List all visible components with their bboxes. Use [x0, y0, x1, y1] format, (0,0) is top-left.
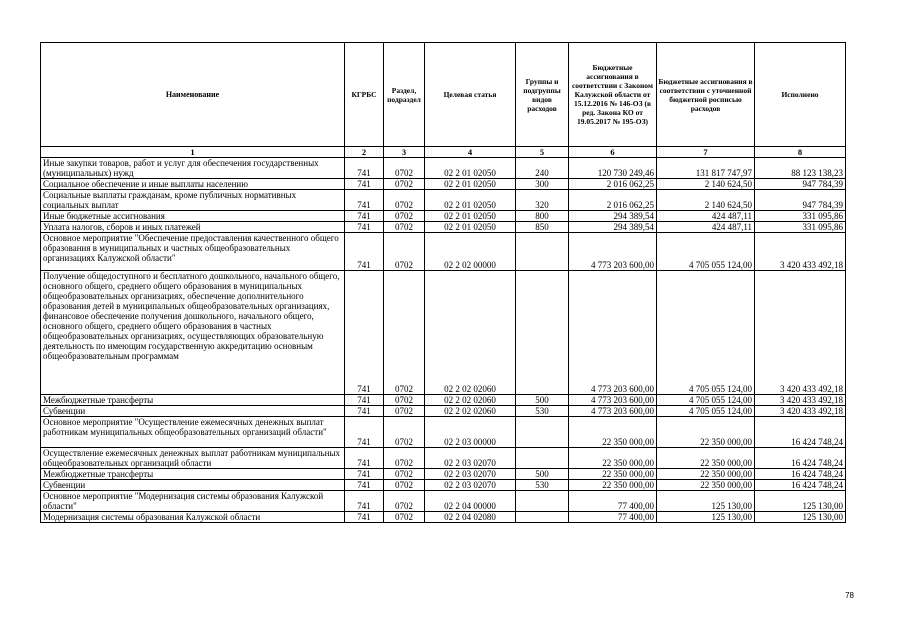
cell-refined-amount: 2 140 624,50	[657, 179, 755, 190]
cell-name: Межбюджетные трансферты	[41, 395, 345, 406]
cell-name: Получение общедоступного и бесплатного дошкольного, начального общего, основного общего, среднего общего образования в муниципальных общеобразовательных организациях, обеспечение дополнительного образования детей в муниципальных общеобразовательных организациях, финансовое обеспечение получения дошкольного, начального общего, основного общего, среднего общего образования в частных общеобразовательных организациях, осуществляющих образовательную деятельность по имеющим государственную аккредитацию основным общеобразовательным программам	[41, 271, 345, 395]
cell-name: Уплата налогов, сборов и иных платежей	[41, 222, 345, 233]
cell-law-amount: 4 773 203 600,00	[569, 406, 657, 417]
cell-group	[516, 448, 569, 469]
col-number: 5	[516, 147, 569, 158]
cell-target: 02 2 04 00000	[425, 491, 516, 512]
cell-target: 02 2 03 02070	[425, 480, 516, 491]
cell-section: 0702	[384, 480, 425, 491]
cell-law-amount: 4 773 203 600,00	[569, 233, 657, 271]
cell-kgrbs: 741	[345, 417, 384, 448]
cell-group: 530	[516, 406, 569, 417]
cell-refined-amount: 424 487,11	[657, 211, 755, 222]
cell-section: 0702	[384, 512, 425, 523]
table-row	[41, 406, 846, 417]
table-row	[41, 271, 846, 395]
cell-target: 02 2 01 02050	[425, 190, 516, 211]
cell-kgrbs: 741	[345, 395, 384, 406]
cell-target: 02 2 04 02080	[425, 512, 516, 523]
table-row	[41, 179, 846, 190]
cell-executed-amount: 3 420 433 492,18	[755, 233, 846, 271]
page-number: 78	[845, 591, 854, 600]
cell-executed-amount: 125 130,00	[755, 512, 846, 523]
cell-group: 850	[516, 222, 569, 233]
cell-executed-amount: 125 130,00	[755, 491, 846, 512]
cell-section: 0702	[384, 271, 425, 395]
cell-name: Основное мероприятие "Обеспечение предоставления качественного общего образования в муниципальных и частных общеобразовательных организациях Калужской области"	[41, 233, 345, 271]
cell-group: 500	[516, 469, 569, 480]
table-row	[41, 512, 846, 523]
cell-group	[516, 233, 569, 271]
cell-executed-amount: 947 784,39	[755, 190, 846, 211]
cell-name: Социальные выплаты гражданам, кроме публичных нормативных социальных выплат	[41, 190, 345, 211]
cell-kgrbs: 741	[345, 491, 384, 512]
table-row	[41, 448, 846, 469]
cell-section: 0702	[384, 469, 425, 480]
cell-law-amount: 2 016 062,25	[569, 190, 657, 211]
cell-executed-amount: 947 784,39	[755, 179, 846, 190]
cell-group	[516, 417, 569, 448]
cell-group: 800	[516, 211, 569, 222]
cell-section: 0702	[384, 222, 425, 233]
cell-law-amount: 4 773 203 600,00	[569, 395, 657, 406]
table-row	[41, 480, 846, 491]
cell-section: 0702	[384, 190, 425, 211]
cell-name: Иные закупки товаров, работ и услуг для обеспечения государственных (муниципальных) нужд	[41, 158, 345, 179]
col-number: 4	[425, 147, 516, 158]
cell-section: 0702	[384, 233, 425, 271]
cell-group: 300	[516, 179, 569, 190]
cell-law-amount: 77 400,00	[569, 512, 657, 523]
cell-target: 02 2 01 02050	[425, 179, 516, 190]
cell-name: Социальное обеспечение и иные выплаты населению	[41, 179, 345, 190]
cell-refined-amount: 125 130,00	[657, 512, 755, 523]
table-row	[41, 491, 846, 512]
cell-executed-amount: 3 420 433 492,18	[755, 271, 846, 395]
cell-target: 02 2 01 02050	[425, 211, 516, 222]
cell-group: 240	[516, 158, 569, 179]
col-number: 7	[657, 147, 755, 158]
cell-refined-amount: 2 140 624,50	[657, 190, 755, 211]
cell-refined-amount: 22 350 000,00	[657, 448, 755, 469]
cell-law-amount: 22 350 000,00	[569, 448, 657, 469]
cell-law-amount: 77 400,00	[569, 491, 657, 512]
cell-law-amount: 4 773 203 600,00	[569, 271, 657, 395]
col-header-executed: Исполнено	[755, 43, 846, 147]
cell-section: 0702	[384, 211, 425, 222]
cell-executed-amount: 3 420 433 492,18	[755, 406, 846, 417]
table-row	[41, 395, 846, 406]
table-row	[41, 211, 846, 222]
table-body	[41, 158, 846, 523]
cell-target: 02 2 02 02060	[425, 406, 516, 417]
header-row	[41, 43, 846, 147]
table-row	[41, 417, 846, 448]
cell-refined-amount: 22 350 000,00	[657, 480, 755, 491]
cell-name: Субвенции	[41, 406, 345, 417]
cell-refined-amount: 4 705 055 124,00	[657, 395, 755, 406]
table-row	[41, 222, 846, 233]
table-row	[41, 158, 846, 179]
col-number: 6	[569, 147, 657, 158]
cell-law-amount: 120 730 249,46	[569, 158, 657, 179]
cell-target: 02 2 03 02070	[425, 469, 516, 480]
cell-target: 02 2 02 02060	[425, 271, 516, 395]
cell-section: 0702	[384, 491, 425, 512]
col-header-target: Целевая статья	[425, 43, 516, 147]
cell-target: 02 2 03 02070	[425, 448, 516, 469]
cell-kgrbs: 741	[345, 448, 384, 469]
cell-law-amount: 22 350 000,00	[569, 469, 657, 480]
col-header-kgrbs: КГРБС	[345, 43, 384, 147]
cell-kgrbs: 741	[345, 512, 384, 523]
cell-name: Основное мероприятие "Осуществление ежемесячных денежных выплат работникам муниципальных общеобразовательных организаций области"	[41, 417, 345, 448]
cell-executed-amount: 16 424 748,24	[755, 469, 846, 480]
cell-section: 0702	[384, 448, 425, 469]
budget-table	[40, 42, 846, 523]
col-number: 2	[345, 147, 384, 158]
cell-kgrbs: 741	[345, 480, 384, 491]
cell-section: 0702	[384, 179, 425, 190]
cell-target: 02 2 01 02050	[425, 158, 516, 179]
col-number: 8	[755, 147, 846, 158]
col-number: 1	[41, 147, 345, 158]
col-header-name: Наименование	[41, 43, 345, 147]
column-numbers-row	[41, 147, 846, 158]
cell-executed-amount: 3 420 433 492,18	[755, 395, 846, 406]
cell-name: Межбюджетные трансферты	[41, 469, 345, 480]
cell-law-amount: 22 350 000,00	[569, 417, 657, 448]
cell-kgrbs: 741	[345, 222, 384, 233]
cell-executed-amount: 331 095,86	[755, 222, 846, 233]
cell-target: 02 2 02 00000	[425, 233, 516, 271]
cell-name: Модернизация системы образования Калужской области	[41, 512, 345, 523]
cell-target: 02 2 03 00000	[425, 417, 516, 448]
cell-group: 320	[516, 190, 569, 211]
cell-name: Осуществление ежемесячных денежных выплат работникам муниципальных общеобразовательных организаций области	[41, 448, 345, 469]
col-header-refined: Бюджетные ассигнования в соответствии с уточненной бюджетной росписью расходов	[657, 43, 755, 147]
cell-kgrbs: 741	[345, 211, 384, 222]
cell-group: 500	[516, 395, 569, 406]
cell-section: 0702	[384, 395, 425, 406]
table-row	[41, 469, 846, 480]
col-header-section: Раздел, подраздел	[384, 43, 425, 147]
cell-section: 0702	[384, 417, 425, 448]
cell-executed-amount: 16 424 748,24	[755, 480, 846, 491]
cell-refined-amount: 4 705 055 124,00	[657, 233, 755, 271]
cell-kgrbs: 741	[345, 469, 384, 480]
cell-name: Основное мероприятие "Модернизация системы образования Калужской области"	[41, 491, 345, 512]
cell-kgrbs: 741	[345, 190, 384, 211]
cell-group: 530	[516, 480, 569, 491]
cell-kgrbs: 741	[345, 158, 384, 179]
cell-refined-amount: 4 705 055 124,00	[657, 271, 755, 395]
cell-law-amount: 294 389,54	[569, 211, 657, 222]
cell-section: 0702	[384, 158, 425, 179]
cell-kgrbs: 741	[345, 233, 384, 271]
cell-refined-amount: 22 350 000,00	[657, 469, 755, 480]
cell-executed-amount: 331 095,86	[755, 211, 846, 222]
cell-refined-amount: 424 487,11	[657, 222, 755, 233]
table-row	[41, 233, 846, 271]
cell-section: 0702	[384, 406, 425, 417]
cell-law-amount: 2 016 062,25	[569, 179, 657, 190]
cell-name: Иные бюджетные ассигнования	[41, 211, 345, 222]
col-header-groups: Группы и подгруппы видов расходов	[516, 43, 569, 147]
cell-target: 02 2 02 02060	[425, 395, 516, 406]
cell-group	[516, 512, 569, 523]
cell-executed-amount: 16 424 748,24	[755, 448, 846, 469]
cell-refined-amount: 131 817 747,97	[657, 158, 755, 179]
cell-executed-amount: 16 424 748,24	[755, 417, 846, 448]
col-number: 3	[384, 147, 425, 158]
table-row	[41, 190, 846, 211]
cell-executed-amount: 88 123 138,23	[755, 158, 846, 179]
cell-group	[516, 491, 569, 512]
cell-kgrbs: 741	[345, 271, 384, 395]
cell-name: Субвенции	[41, 480, 345, 491]
cell-target: 02 2 01 02050	[425, 222, 516, 233]
cell-kgrbs: 741	[345, 406, 384, 417]
cell-refined-amount: 125 130,00	[657, 491, 755, 512]
cell-law-amount: 294 389,54	[569, 222, 657, 233]
cell-refined-amount: 22 350 000,00	[657, 417, 755, 448]
col-header-law: Бюджетные ассигнования в соответствии с Законом Калужской области от 15.12.2016 № 146-ОЗ (в ред. Закона КО от 19.05.2017 № 195-ОЗ)	[569, 43, 657, 147]
cell-refined-amount: 4 705 055 124,00	[657, 406, 755, 417]
cell-kgrbs: 741	[345, 179, 384, 190]
cell-law-amount: 22 350 000,00	[569, 480, 657, 491]
cell-group	[516, 271, 569, 395]
